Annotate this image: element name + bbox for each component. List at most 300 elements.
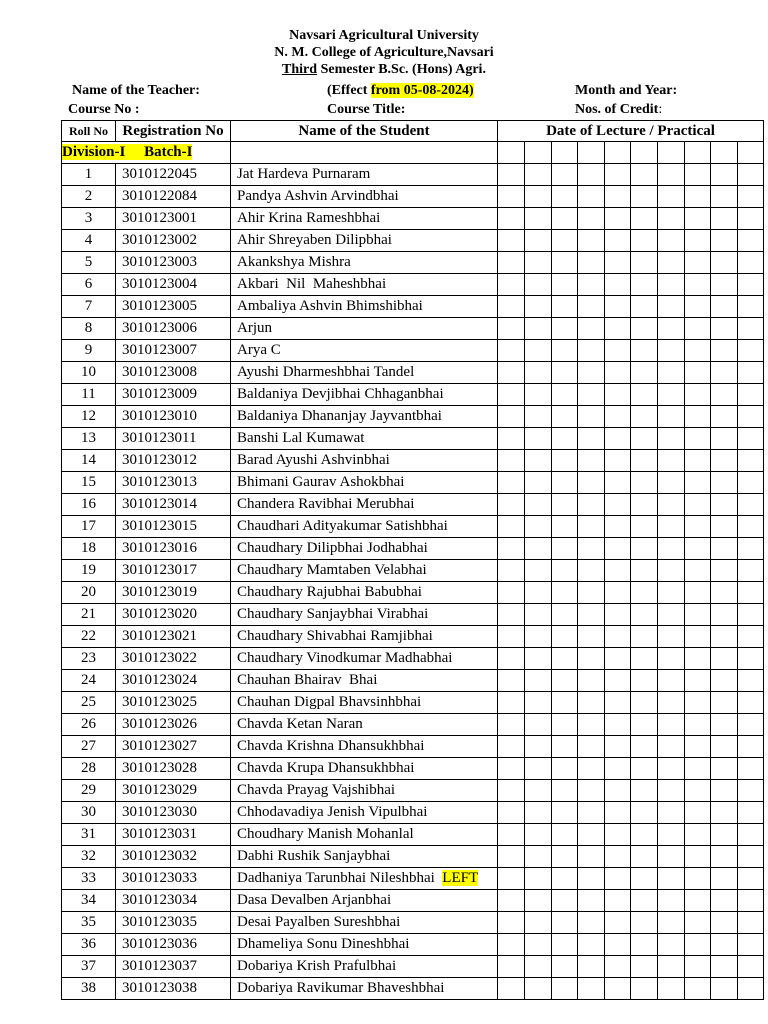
date-cell[interactable]: [525, 736, 552, 758]
date-cell[interactable]: [658, 516, 685, 538]
date-cell[interactable]: [685, 626, 711, 648]
date-cell[interactable]: [498, 428, 525, 450]
date-cell[interactable]: [525, 494, 552, 516]
date-cell[interactable]: [631, 516, 658, 538]
date-cell[interactable]: [738, 384, 764, 406]
date-cell[interactable]: [658, 604, 685, 626]
date-cell[interactable]: [578, 516, 605, 538]
date-cell[interactable]: [552, 604, 578, 626]
date-cell[interactable]: [631, 824, 658, 846]
date-cell[interactable]: [711, 230, 738, 252]
date-cell[interactable]: [605, 142, 631, 164]
date-cell[interactable]: [711, 934, 738, 956]
date-cell[interactable]: [738, 714, 764, 736]
date-cell[interactable]: [685, 406, 711, 428]
date-cell[interactable]: [605, 340, 631, 362]
date-cell[interactable]: [631, 956, 658, 978]
date-cell[interactable]: [525, 890, 552, 912]
date-cell[interactable]: [552, 824, 578, 846]
date-cell[interactable]: [711, 560, 738, 582]
date-cell[interactable]: [605, 648, 631, 670]
date-cell[interactable]: [685, 318, 711, 340]
date-cell[interactable]: [631, 780, 658, 802]
date-cell[interactable]: [605, 538, 631, 560]
date-cell[interactable]: [525, 802, 552, 824]
date-cell[interactable]: [658, 450, 685, 472]
date-cell[interactable]: [685, 252, 711, 274]
date-cell[interactable]: [711, 890, 738, 912]
date-cell[interactable]: [738, 450, 764, 472]
date-cell[interactable]: [631, 406, 658, 428]
date-cell[interactable]: [631, 604, 658, 626]
date-cell[interactable]: [738, 318, 764, 340]
date-cell[interactable]: [658, 252, 685, 274]
date-cell[interactable]: [738, 978, 764, 1000]
date-cell[interactable]: [498, 626, 525, 648]
date-cell[interactable]: [498, 472, 525, 494]
date-cell[interactable]: [685, 208, 711, 230]
date-cell[interactable]: [738, 208, 764, 230]
date-cell[interactable]: [605, 824, 631, 846]
date-cell[interactable]: [631, 912, 658, 934]
date-cell[interactable]: [578, 604, 605, 626]
date-cell[interactable]: [578, 780, 605, 802]
date-cell[interactable]: [631, 384, 658, 406]
date-cell[interactable]: [711, 318, 738, 340]
date-cell[interactable]: [498, 142, 525, 164]
date-cell[interactable]: [578, 890, 605, 912]
date-cell[interactable]: [498, 252, 525, 274]
date-cell[interactable]: [525, 648, 552, 670]
date-cell[interactable]: [498, 384, 525, 406]
date-cell[interactable]: [685, 362, 711, 384]
date-cell[interactable]: [552, 736, 578, 758]
date-cell[interactable]: [631, 582, 658, 604]
date-cell[interactable]: [658, 582, 685, 604]
date-cell[interactable]: [738, 142, 764, 164]
date-cell[interactable]: [552, 230, 578, 252]
date-cell[interactable]: [711, 362, 738, 384]
date-cell[interactable]: [578, 142, 605, 164]
date-cell[interactable]: [631, 890, 658, 912]
date-cell[interactable]: [605, 780, 631, 802]
date-cell[interactable]: [578, 538, 605, 560]
date-cell[interactable]: [711, 142, 738, 164]
date-cell[interactable]: [738, 934, 764, 956]
date-cell[interactable]: [711, 406, 738, 428]
date-cell[interactable]: [498, 692, 525, 714]
date-cell[interactable]: [711, 604, 738, 626]
date-cell[interactable]: [738, 538, 764, 560]
date-cell[interactable]: [685, 274, 711, 296]
date-cell[interactable]: [711, 978, 738, 1000]
date-cell[interactable]: [552, 780, 578, 802]
date-cell[interactable]: [711, 274, 738, 296]
date-cell[interactable]: [685, 846, 711, 868]
date-cell[interactable]: [631, 208, 658, 230]
date-cell[interactable]: [605, 868, 631, 890]
date-cell[interactable]: [525, 714, 552, 736]
date-cell[interactable]: [738, 626, 764, 648]
date-cell[interactable]: [711, 670, 738, 692]
date-cell[interactable]: [658, 472, 685, 494]
date-cell[interactable]: [711, 164, 738, 186]
date-cell[interactable]: [711, 758, 738, 780]
date-cell[interactable]: [498, 274, 525, 296]
date-cell[interactable]: [552, 142, 578, 164]
date-cell[interactable]: [685, 516, 711, 538]
date-cell[interactable]: [658, 824, 685, 846]
date-cell[interactable]: [552, 934, 578, 956]
date-cell[interactable]: [658, 934, 685, 956]
date-cell[interactable]: [578, 340, 605, 362]
date-cell[interactable]: [685, 802, 711, 824]
date-cell[interactable]: [498, 978, 525, 1000]
date-cell[interactable]: [498, 296, 525, 318]
date-cell[interactable]: [525, 934, 552, 956]
date-cell[interactable]: [605, 362, 631, 384]
date-cell[interactable]: [525, 164, 552, 186]
date-cell[interactable]: [658, 890, 685, 912]
date-cell[interactable]: [498, 868, 525, 890]
date-cell[interactable]: [631, 626, 658, 648]
date-cell[interactable]: [711, 912, 738, 934]
date-cell[interactable]: [578, 494, 605, 516]
date-cell[interactable]: [498, 714, 525, 736]
date-cell[interactable]: [658, 846, 685, 868]
date-cell[interactable]: [685, 340, 711, 362]
date-cell[interactable]: [738, 252, 764, 274]
date-cell[interactable]: [605, 208, 631, 230]
date-cell[interactable]: [685, 450, 711, 472]
date-cell[interactable]: [711, 846, 738, 868]
date-cell[interactable]: [552, 208, 578, 230]
date-cell[interactable]: [498, 230, 525, 252]
date-cell[interactable]: [578, 692, 605, 714]
date-cell[interactable]: [525, 582, 552, 604]
date-cell[interactable]: [738, 670, 764, 692]
date-cell[interactable]: [552, 164, 578, 186]
date-cell[interactable]: [658, 714, 685, 736]
date-cell[interactable]: [685, 890, 711, 912]
date-cell[interactable]: [525, 912, 552, 934]
date-cell[interactable]: [578, 230, 605, 252]
date-cell[interactable]: [685, 186, 711, 208]
date-cell[interactable]: [525, 978, 552, 1000]
date-cell[interactable]: [552, 978, 578, 1000]
date-cell[interactable]: [605, 802, 631, 824]
date-cell[interactable]: [552, 956, 578, 978]
date-cell[interactable]: [711, 428, 738, 450]
date-cell[interactable]: [525, 538, 552, 560]
date-cell[interactable]: [552, 274, 578, 296]
date-cell[interactable]: [738, 582, 764, 604]
date-cell[interactable]: [685, 384, 711, 406]
date-cell[interactable]: [738, 186, 764, 208]
date-cell[interactable]: [578, 560, 605, 582]
date-cell[interactable]: [711, 516, 738, 538]
date-cell[interactable]: [711, 582, 738, 604]
date-cell[interactable]: [578, 956, 605, 978]
date-cell[interactable]: [498, 802, 525, 824]
date-cell[interactable]: [498, 736, 525, 758]
date-cell[interactable]: [605, 978, 631, 1000]
date-cell[interactable]: [498, 934, 525, 956]
date-cell[interactable]: [552, 758, 578, 780]
date-cell[interactable]: [605, 230, 631, 252]
date-cell[interactable]: [552, 802, 578, 824]
date-cell[interactable]: [605, 912, 631, 934]
date-cell[interactable]: [658, 956, 685, 978]
date-cell[interactable]: [498, 164, 525, 186]
date-cell[interactable]: [605, 758, 631, 780]
date-cell[interactable]: [711, 626, 738, 648]
date-cell[interactable]: [552, 868, 578, 890]
date-cell[interactable]: [711, 340, 738, 362]
date-cell[interactable]: [658, 626, 685, 648]
date-cell[interactable]: [552, 538, 578, 560]
date-cell[interactable]: [525, 560, 552, 582]
date-cell[interactable]: [631, 692, 658, 714]
date-cell[interactable]: [685, 494, 711, 516]
date-cell[interactable]: [525, 956, 552, 978]
date-cell[interactable]: [631, 472, 658, 494]
date-cell[interactable]: [498, 362, 525, 384]
date-cell[interactable]: [525, 824, 552, 846]
date-cell[interactable]: [605, 384, 631, 406]
date-cell[interactable]: [738, 472, 764, 494]
date-cell[interactable]: [578, 406, 605, 428]
date-cell[interactable]: [498, 538, 525, 560]
date-cell[interactable]: [685, 670, 711, 692]
date-cell[interactable]: [525, 208, 552, 230]
date-cell[interactable]: [605, 252, 631, 274]
date-cell[interactable]: [738, 296, 764, 318]
date-cell[interactable]: [658, 538, 685, 560]
date-cell[interactable]: [498, 824, 525, 846]
date-cell[interactable]: [605, 494, 631, 516]
date-cell[interactable]: [738, 758, 764, 780]
date-cell[interactable]: [631, 340, 658, 362]
date-cell[interactable]: [498, 890, 525, 912]
date-cell[interactable]: [738, 736, 764, 758]
date-cell[interactable]: [658, 648, 685, 670]
date-cell[interactable]: [631, 868, 658, 890]
date-cell[interactable]: [552, 384, 578, 406]
date-cell[interactable]: [738, 604, 764, 626]
date-cell[interactable]: [578, 648, 605, 670]
date-cell[interactable]: [605, 890, 631, 912]
date-cell[interactable]: [552, 912, 578, 934]
date-cell[interactable]: [711, 450, 738, 472]
date-cell[interactable]: [605, 186, 631, 208]
date-cell[interactable]: [685, 604, 711, 626]
date-cell[interactable]: [605, 934, 631, 956]
date-cell[interactable]: [631, 164, 658, 186]
date-cell[interactable]: [631, 934, 658, 956]
date-cell[interactable]: [525, 758, 552, 780]
date-cell[interactable]: [631, 978, 658, 1000]
date-cell[interactable]: [498, 208, 525, 230]
date-cell[interactable]: [711, 692, 738, 714]
date-cell[interactable]: [578, 736, 605, 758]
date-cell[interactable]: [525, 670, 552, 692]
date-cell[interactable]: [631, 538, 658, 560]
date-cell[interactable]: [578, 384, 605, 406]
date-cell[interactable]: [578, 274, 605, 296]
date-cell[interactable]: [738, 164, 764, 186]
date-cell[interactable]: [711, 824, 738, 846]
date-cell[interactable]: [685, 230, 711, 252]
date-cell[interactable]: [525, 252, 552, 274]
date-cell[interactable]: [685, 560, 711, 582]
date-cell[interactable]: [658, 692, 685, 714]
date-cell[interactable]: [685, 164, 711, 186]
date-cell[interactable]: [498, 780, 525, 802]
date-cell[interactable]: [605, 736, 631, 758]
date-cell[interactable]: [658, 362, 685, 384]
date-cell[interactable]: [631, 758, 658, 780]
date-cell[interactable]: [685, 956, 711, 978]
date-cell[interactable]: [578, 472, 605, 494]
date-cell[interactable]: [578, 626, 605, 648]
date-cell[interactable]: [525, 692, 552, 714]
date-cell[interactable]: [738, 494, 764, 516]
date-cell[interactable]: [685, 736, 711, 758]
date-cell[interactable]: [738, 846, 764, 868]
date-cell[interactable]: [605, 560, 631, 582]
date-cell[interactable]: [578, 670, 605, 692]
date-cell[interactable]: [631, 802, 658, 824]
date-cell[interactable]: [498, 340, 525, 362]
date-cell[interactable]: [498, 648, 525, 670]
date-cell[interactable]: [711, 956, 738, 978]
date-cell[interactable]: [498, 450, 525, 472]
date-cell[interactable]: [498, 186, 525, 208]
date-cell[interactable]: [525, 384, 552, 406]
date-cell[interactable]: [498, 406, 525, 428]
date-cell[interactable]: [658, 428, 685, 450]
date-cell[interactable]: [605, 714, 631, 736]
date-cell[interactable]: [658, 186, 685, 208]
date-cell[interactable]: [631, 274, 658, 296]
date-cell[interactable]: [605, 450, 631, 472]
date-cell[interactable]: [685, 714, 711, 736]
date-cell[interactable]: [738, 340, 764, 362]
date-cell[interactable]: [738, 802, 764, 824]
date-cell[interactable]: [605, 472, 631, 494]
date-cell[interactable]: [738, 516, 764, 538]
date-cell[interactable]: [658, 318, 685, 340]
date-cell[interactable]: [525, 626, 552, 648]
date-cell[interactable]: [658, 296, 685, 318]
date-cell[interactable]: [552, 648, 578, 670]
date-cell[interactable]: [525, 230, 552, 252]
date-cell[interactable]: [578, 428, 605, 450]
date-cell[interactable]: [578, 318, 605, 340]
date-cell[interactable]: [658, 978, 685, 1000]
date-cell[interactable]: [525, 846, 552, 868]
date-cell[interactable]: [552, 472, 578, 494]
date-cell[interactable]: [605, 516, 631, 538]
date-cell[interactable]: [658, 560, 685, 582]
date-cell[interactable]: [578, 164, 605, 186]
date-cell[interactable]: [552, 670, 578, 692]
date-cell[interactable]: [525, 868, 552, 890]
date-cell[interactable]: [578, 824, 605, 846]
date-cell[interactable]: [658, 736, 685, 758]
date-cell[interactable]: [525, 142, 552, 164]
date-cell[interactable]: [552, 362, 578, 384]
date-cell[interactable]: [685, 692, 711, 714]
date-cell[interactable]: [631, 736, 658, 758]
date-cell[interactable]: [498, 670, 525, 692]
date-cell[interactable]: [578, 296, 605, 318]
date-cell[interactable]: [711, 472, 738, 494]
date-cell[interactable]: [711, 868, 738, 890]
date-cell[interactable]: [711, 208, 738, 230]
date-cell[interactable]: [711, 714, 738, 736]
date-cell[interactable]: [525, 428, 552, 450]
date-cell[interactable]: [605, 626, 631, 648]
date-cell[interactable]: [498, 604, 525, 626]
date-cell[interactable]: [685, 296, 711, 318]
date-cell[interactable]: [525, 406, 552, 428]
date-cell[interactable]: [605, 604, 631, 626]
date-cell[interactable]: [738, 274, 764, 296]
date-cell[interactable]: [552, 450, 578, 472]
date-cell[interactable]: [552, 296, 578, 318]
date-cell[interactable]: [605, 692, 631, 714]
date-cell[interactable]: [685, 824, 711, 846]
date-cell[interactable]: [631, 428, 658, 450]
date-cell[interactable]: [605, 846, 631, 868]
date-cell[interactable]: [578, 362, 605, 384]
date-cell[interactable]: [498, 758, 525, 780]
date-cell[interactable]: [658, 802, 685, 824]
date-cell[interactable]: [738, 692, 764, 714]
date-cell[interactable]: [605, 318, 631, 340]
date-cell[interactable]: [631, 648, 658, 670]
date-cell[interactable]: [685, 780, 711, 802]
date-cell[interactable]: [631, 296, 658, 318]
date-cell[interactable]: [711, 494, 738, 516]
date-cell[interactable]: [552, 846, 578, 868]
date-cell[interactable]: [658, 384, 685, 406]
date-cell[interactable]: [552, 582, 578, 604]
date-cell[interactable]: [685, 934, 711, 956]
date-cell[interactable]: [498, 516, 525, 538]
date-cell[interactable]: [685, 868, 711, 890]
date-cell[interactable]: [685, 472, 711, 494]
date-cell[interactable]: [711, 252, 738, 274]
date-cell[interactable]: [578, 714, 605, 736]
date-cell[interactable]: [605, 428, 631, 450]
date-cell[interactable]: [711, 538, 738, 560]
date-cell[interactable]: [738, 780, 764, 802]
date-cell[interactable]: [738, 428, 764, 450]
date-cell[interactable]: [525, 318, 552, 340]
date-cell[interactable]: [685, 538, 711, 560]
date-cell[interactable]: [605, 274, 631, 296]
date-cell[interactable]: [738, 560, 764, 582]
date-cell[interactable]: [685, 428, 711, 450]
date-cell[interactable]: [525, 604, 552, 626]
date-cell[interactable]: [658, 208, 685, 230]
date-cell[interactable]: [498, 318, 525, 340]
date-cell[interactable]: [658, 274, 685, 296]
date-cell[interactable]: [685, 648, 711, 670]
